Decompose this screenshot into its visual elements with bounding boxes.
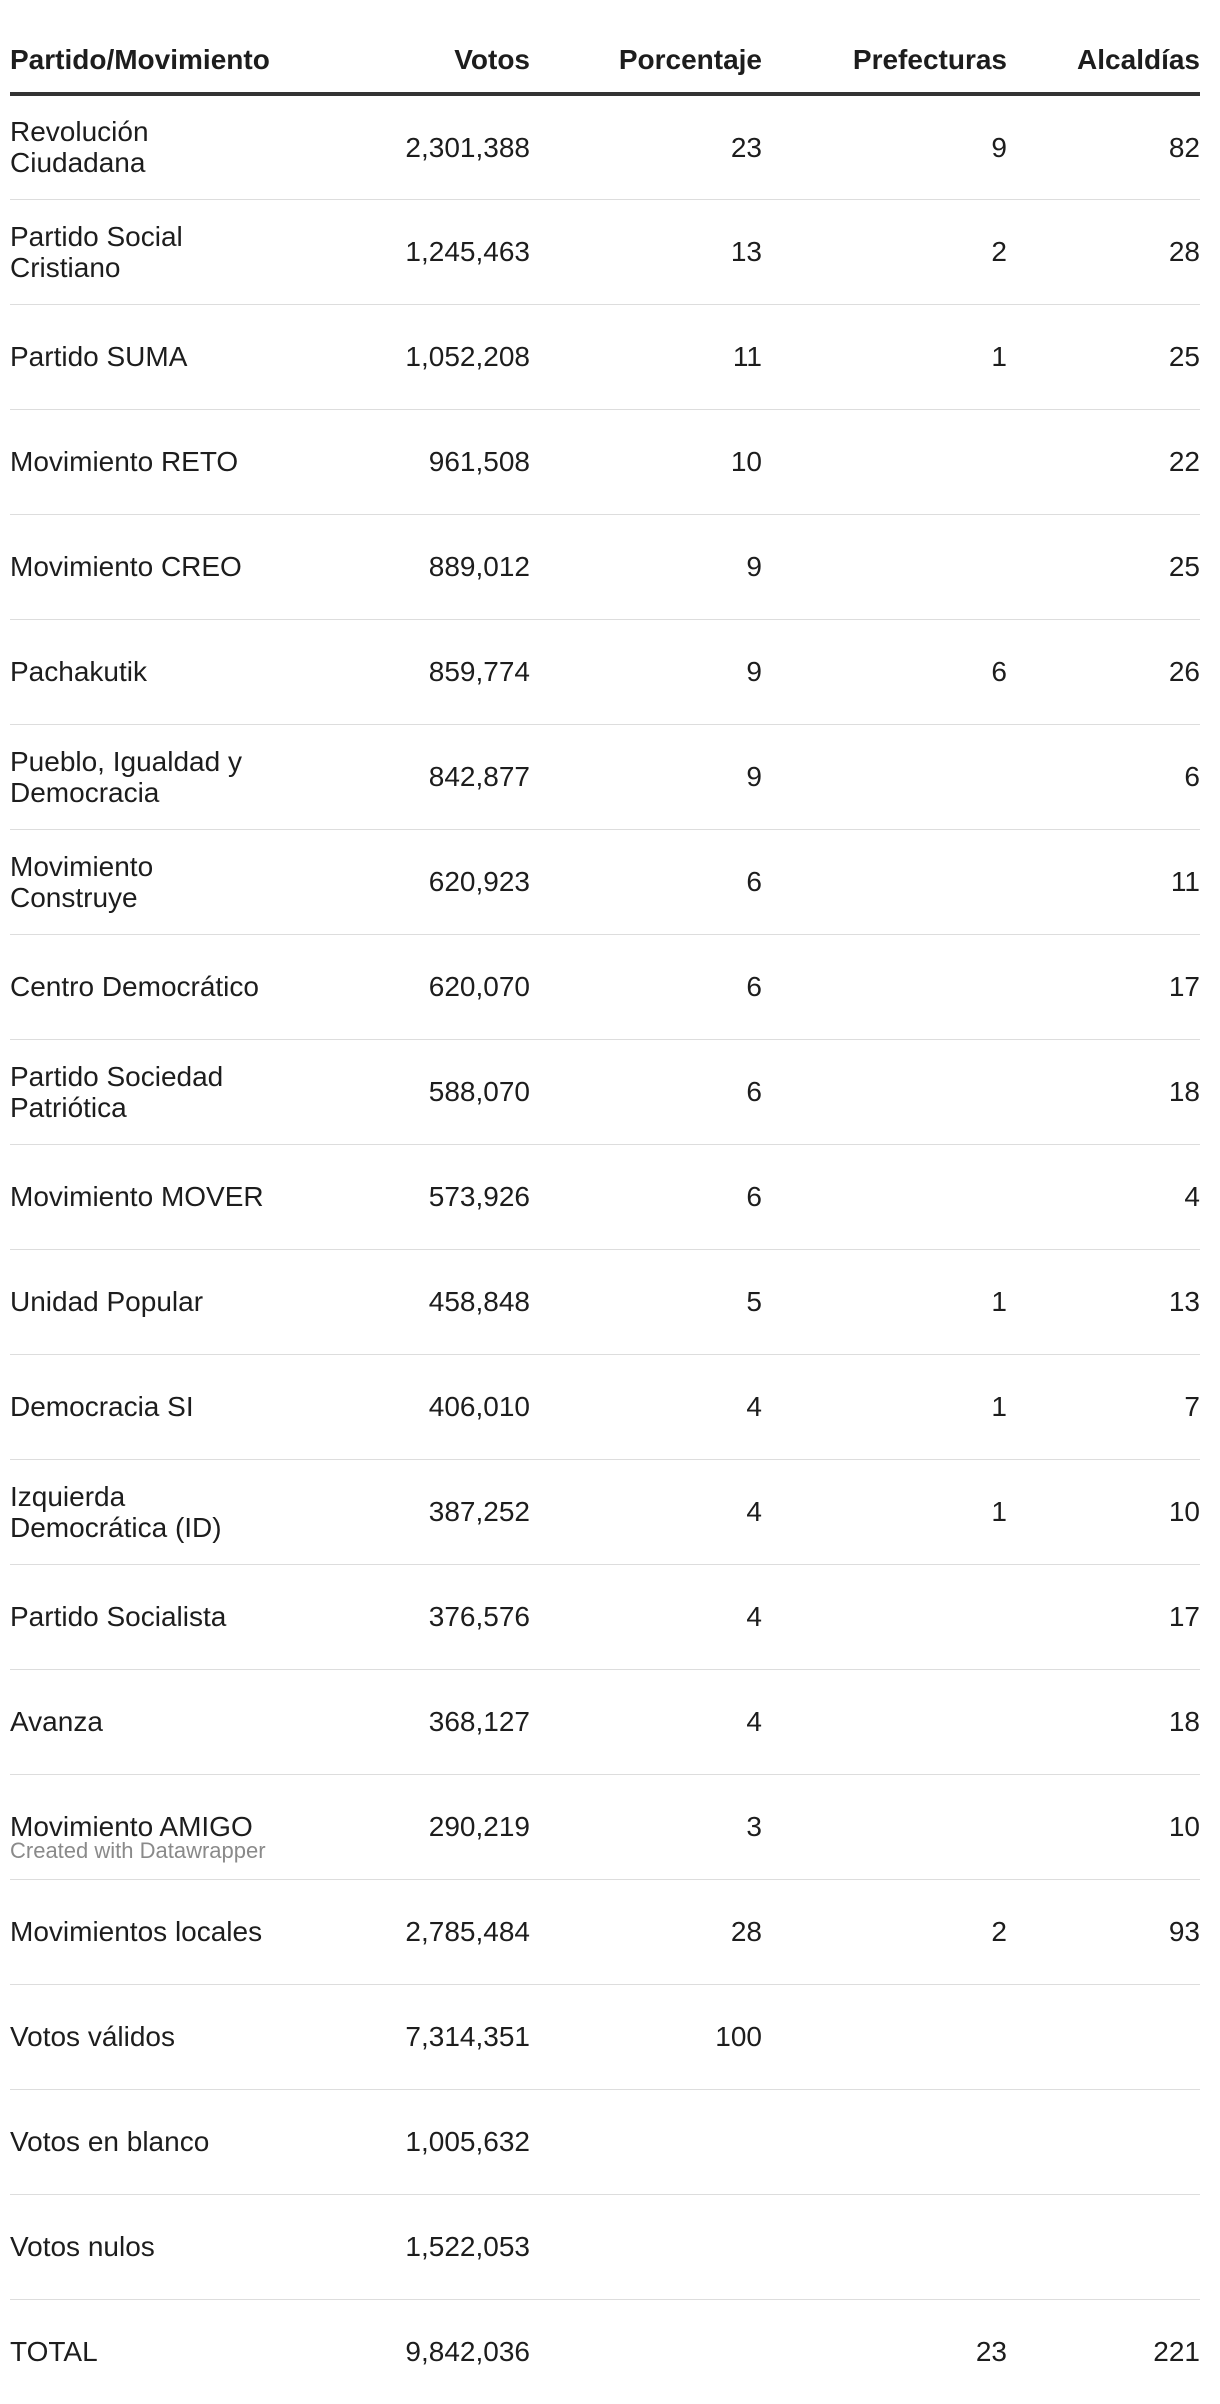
party-name-cell: Movimiento Construye xyxy=(10,829,297,934)
prefectures-cell: 2 xyxy=(762,1879,1007,1984)
party-name-cell: Pueblo, Igualdad y Democracia xyxy=(10,724,297,829)
prefectures-cell xyxy=(762,514,1007,619)
results-table-container xyxy=(10,0,1200,2404)
column-header-partido[interactable]: Partido/Movimiento xyxy=(10,0,297,94)
prefectures-cell xyxy=(762,1144,1007,1249)
table-row xyxy=(10,1249,1200,1354)
votes-cell: 2,785,484 xyxy=(297,1879,530,1984)
party-name-cell: Movimiento CREO xyxy=(10,514,297,619)
votes-cell: 406,010 xyxy=(297,1354,530,1459)
votes-cell: 961,508 xyxy=(297,409,530,514)
percentage-cell: 4 xyxy=(530,1669,762,1774)
votes-cell: 7,314,351 xyxy=(297,1984,530,2089)
table-row xyxy=(10,1984,1200,2089)
party-name-cell: Avanza xyxy=(10,1669,297,1774)
column-header-alcaldias[interactable]: Alcaldías xyxy=(1007,0,1200,94)
prefectures-cell xyxy=(762,409,1007,514)
votes-cell: 1,052,208 xyxy=(297,304,530,409)
percentage-cell: 10 xyxy=(530,409,762,514)
mayoralties-cell: 22 xyxy=(1007,409,1200,514)
percentage-cell: 4 xyxy=(530,1564,762,1669)
party-name-cell: Movimiento MOVER xyxy=(10,1144,297,1249)
party-name-cell: TOTAL xyxy=(10,2336,98,2368)
percentage-cell: 9 xyxy=(530,724,762,829)
percentage-cell xyxy=(530,2299,762,2404)
votes-cell: 368,127 xyxy=(297,1669,530,1774)
table-row xyxy=(10,1564,1200,1669)
percentage-cell xyxy=(530,2089,762,2194)
table-row xyxy=(10,304,1200,409)
table-row xyxy=(10,1039,1200,1144)
party-name-cell: Revolución Ciudadana xyxy=(10,94,297,199)
percentage-cell: 9 xyxy=(530,514,762,619)
percentage-cell: 4 xyxy=(530,1354,762,1459)
percentage-cell: 28 xyxy=(530,1879,762,1984)
percentage-cell: 9 xyxy=(530,619,762,724)
prefectures-cell: 6 xyxy=(762,619,1007,724)
percentage-cell: 11 xyxy=(530,304,762,409)
table-header xyxy=(10,0,1200,94)
votes-cell: 620,923 xyxy=(297,829,530,934)
percentage-cell: 13 xyxy=(530,199,762,304)
table-row xyxy=(10,724,1200,829)
table-row xyxy=(10,514,1200,619)
percentage-cell xyxy=(530,2194,762,2299)
party-name-cell: Votos en blanco xyxy=(10,2089,297,2194)
table-row xyxy=(10,1879,1200,1984)
party-name-cell: Movimiento AMIGO xyxy=(10,1774,297,1879)
mayoralties-cell: 13 xyxy=(1007,1249,1200,1354)
percentage-cell: 6 xyxy=(530,934,762,1039)
mayoralties-cell: 10 xyxy=(1007,1774,1200,1879)
table-row xyxy=(10,1144,1200,1249)
prefectures-cell: 1 xyxy=(762,304,1007,409)
prefectures-cell: 1 xyxy=(762,1459,1007,1564)
header-row xyxy=(10,0,1200,94)
table-row xyxy=(10,94,1200,199)
mayoralties-cell: 26 xyxy=(1007,619,1200,724)
mayoralties-cell: 17 xyxy=(1007,934,1200,1039)
votes-cell: 1,005,632 xyxy=(297,2089,530,2194)
mayoralties-cell: 93 xyxy=(1007,1879,1200,1984)
party-name-cell: Votos nulos xyxy=(10,2194,297,2299)
percentage-cell: 23 xyxy=(530,94,762,199)
mayoralties-cell: 221 xyxy=(1153,2336,1200,2368)
mayoralties-cell: 18 xyxy=(1007,1669,1200,1774)
table-row xyxy=(10,934,1200,1039)
party-name-cell: Partido Socialista xyxy=(10,1564,297,1669)
prefectures-cell xyxy=(762,829,1007,934)
party-name-cell: Izquierda Democrática (ID) xyxy=(10,1459,297,1564)
datawrapper-credit[interactable]: Created with Datawrapper xyxy=(10,1838,266,1863)
party-name-cell: Partido Social Cristiano xyxy=(10,199,297,304)
votes-cell: 620,070 xyxy=(297,934,530,1039)
table-row xyxy=(10,829,1200,934)
votes-cell: 842,877 xyxy=(297,724,530,829)
table-row xyxy=(10,619,1200,724)
prefectures-cell: 2 xyxy=(762,199,1007,304)
votes-cell: 387,252 xyxy=(297,1459,530,1564)
table-row xyxy=(10,1459,1200,1564)
votes-cell: 1,522,053 xyxy=(297,2194,530,2299)
party-name-cell: Partido Sociedad Patriótica xyxy=(10,1039,297,1144)
prefectures-cell: 1 xyxy=(762,1354,1007,1459)
prefectures-cell xyxy=(762,2194,1007,2299)
mayoralties-cell: 25 xyxy=(1007,514,1200,619)
votes-cell: 573,926 xyxy=(297,1144,530,1249)
prefectures-cell xyxy=(762,724,1007,829)
table-row xyxy=(10,1354,1200,1459)
prefectures-cell xyxy=(762,934,1007,1039)
votes-cell: 588,070 xyxy=(297,1039,530,1144)
votes-cell: 859,774 xyxy=(297,619,530,724)
mayoralties-cell xyxy=(1007,2089,1200,2194)
results-table xyxy=(10,0,1200,2404)
party-name-cell: Unidad Popular xyxy=(10,1249,297,1354)
percentage-cell: 6 xyxy=(530,1039,762,1144)
party-name-cell: Movimiento RETO xyxy=(10,409,297,514)
mayoralties-cell: 6 xyxy=(1007,724,1200,829)
percentage-cell: 3 xyxy=(530,1774,762,1879)
mayoralties-cell: 7 xyxy=(1007,1354,1200,1459)
percentage-cell: 6 xyxy=(530,1144,762,1249)
mayoralties-cell: 10 xyxy=(1007,1459,1200,1564)
party-name-cell: Movimientos locales xyxy=(10,1879,297,1984)
votes-cell: 376,576 xyxy=(297,1564,530,1669)
party-name-cell: Centro Democrático xyxy=(10,934,297,1039)
votes-cell: 290,219 xyxy=(297,1774,530,1879)
votes-cell: 2,301,388 xyxy=(297,94,530,199)
table-row xyxy=(10,2194,1200,2299)
prefectures-cell xyxy=(762,1669,1007,1774)
table-body xyxy=(10,94,1200,2404)
mayoralties-cell xyxy=(1007,2194,1200,2299)
party-name-cell: Pachakutik xyxy=(10,619,297,724)
percentage-cell: 5 xyxy=(530,1249,762,1354)
column-header-votos[interactable]: Votos xyxy=(297,0,530,94)
mayoralties-cell: 17 xyxy=(1007,1564,1200,1669)
prefectures-cell: 23 xyxy=(975,2336,1007,2368)
mayoralties-cell: 4 xyxy=(1007,1144,1200,1249)
table-row xyxy=(10,2299,1200,2404)
prefectures-cell xyxy=(762,1984,1007,2089)
mayoralties-cell: 18 xyxy=(1007,1039,1200,1144)
party-name-cell: Partido SUMA xyxy=(10,304,297,409)
prefectures-cell xyxy=(762,2089,1007,2194)
table-row xyxy=(10,409,1200,514)
mayoralties-cell: 25 xyxy=(1007,304,1200,409)
table-row xyxy=(10,1669,1200,1774)
prefectures-cell xyxy=(762,1039,1007,1144)
percentage-cell: 100 xyxy=(530,1984,762,2089)
votes-cell: 1,245,463 xyxy=(297,199,530,304)
prefectures-cell: 9 xyxy=(762,94,1007,199)
percentage-cell: 4 xyxy=(530,1459,762,1564)
column-header-porcentaje[interactable]: Porcentaje xyxy=(530,0,762,94)
mayoralties-cell: 82 xyxy=(1007,94,1200,199)
mayoralties-cell: 11 xyxy=(1007,829,1200,934)
table-row xyxy=(10,199,1200,304)
party-name-cell: Votos válidos xyxy=(10,1984,297,2089)
percentage-cell: 6 xyxy=(530,829,762,934)
votes-cell: 458,848 xyxy=(297,1249,530,1354)
votes-cell: 889,012 xyxy=(297,514,530,619)
column-header-prefecturas[interactable]: Prefecturas xyxy=(762,0,1007,94)
mayoralties-cell xyxy=(1007,1984,1200,2089)
table-row xyxy=(10,2089,1200,2194)
votes-cell: 9,842,036 xyxy=(405,2336,530,2368)
prefectures-cell xyxy=(762,1564,1007,1669)
prefectures-cell xyxy=(762,1774,1007,1879)
prefectures-cell: 1 xyxy=(762,1249,1007,1354)
party-name-cell: Democracia SI xyxy=(10,1354,297,1459)
mayoralties-cell: 28 xyxy=(1007,199,1200,304)
